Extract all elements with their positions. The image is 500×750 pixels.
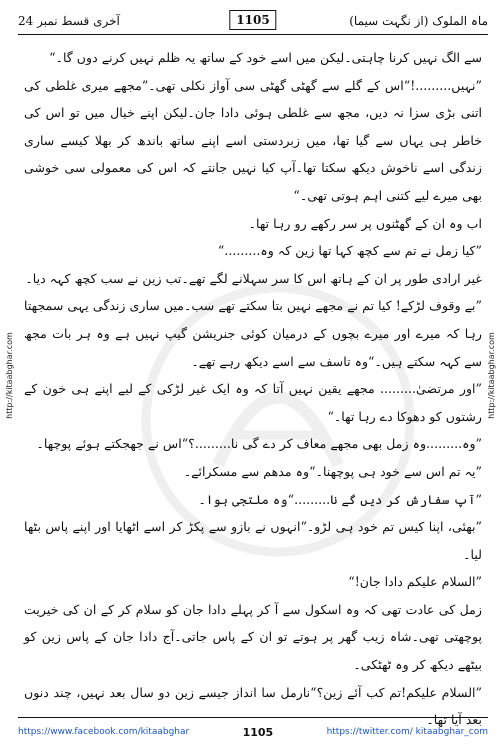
side-url-left: http://kitaabghar.com bbox=[4, 331, 14, 419]
paragraph: ”بے وقوف لڑکے! کیا تم نے مجھے نہیں بتا سکتے تھے سب۔میں ساری زندگی یہی سمجھتا رہا کہ میرے اور میرے بچوں کے درمیان کوئی جنریشن گیپ نہیں ہے وہ ہر بات مجھ سے کہہ سکتے ہیں۔“وہ تاسف سے اسے دیکھ رہے تھے۔ bbox=[24, 298, 482, 369]
paragraph: غیر ارادی طور پر ان کے ہاتھ اس کا سر سہلانے لگے تھے۔تب زین نے سب کچھ کہہ دیا۔ bbox=[25, 270, 482, 286]
paragraph: زمل کی عادت تھی کہ وہ اسکول سے آ کر پہلے دادا جان کو سلام کر کے ان کی خیریت پوچھتی تھی۔شاہ زیب گھر پر ہوتے تو ان کے پاس جاتی۔آج دادا جان کے پاس زین کو بیٹھے دیکھ کر وہ ٹھٹکی۔ bbox=[24, 601, 482, 673]
paragraph: اب وہ ان کے گھٹنوں پر سر رکھے رو رہا تھا۔ bbox=[248, 215, 482, 231]
paragraph: ”آپ سفارش کر دیں گے نا.........“وہ ملتجی ہوا۔ bbox=[198, 491, 482, 507]
episode-title: آخری قسط نمبر 24 bbox=[18, 14, 120, 28]
novel-title: ماہ الملوک (از نگہت سیما) bbox=[349, 14, 488, 28]
side-url-right: http://kitaabghar.com bbox=[486, 331, 496, 419]
article-body bbox=[24, 44, 482, 734]
page-number-bottom: 1105 bbox=[242, 725, 274, 739]
page bbox=[18, 0, 488, 750]
twitter-link[interactable]: https://twitter.com/ kitaabghar_com bbox=[326, 727, 488, 737]
facebook-link[interactable]: https://www.facebook.com/kitaabghar bbox=[18, 727, 190, 737]
page-footer bbox=[18, 722, 488, 742]
paragraph: ”بھئی، اپنا کیس تم خود ہی لڑو۔“انہوں نے بازو سے پکڑ کر اسے اٹھایا اور اپنے پاس بٹھا لیا۔ bbox=[24, 519, 482, 562]
paragraph: ”یہ تم اس سے خود ہی پوچھنا۔“وہ مدھم سے مسکرائے۔ bbox=[183, 463, 482, 479]
paragraph: ”نہیں.........!“اس کے گلے سے گھٹی گھٹی سی آواز نکلی تھی۔”مجھے میری غلطی کی اتنی بڑی سزا نہ دیں، مجھ سے غلطی ہوئی دادا جان۔لیکن اپنے خیال میں تو اس کی خاطر ہی یہاں سے گیا تھا، میں زبردستی اسے اپنے ساتھ باندھ کر بھلا کیسے ساری زندگی اسے ناخوش دیکھ سکتا تھا۔آپ کیا نہیں جانتے کہ اس کی معمولی سی خوشی بھی میرے لیے کتنی اہم ہوتی تھی۔“ bbox=[24, 77, 482, 203]
footer-rule bbox=[18, 717, 488, 718]
page-number-top: 1105 bbox=[229, 10, 276, 30]
paragraph: ”وہ.........وہ زمل بھی مجھے معاف کر دے گی نا.........؟“اس نے جھجکتے ہوئے پوچھا۔ bbox=[36, 436, 482, 452]
paragraph: ”کیا زمل نے تم سے کچھ کہا تھا زین کہ وہ.........“ bbox=[217, 243, 482, 259]
header-rule bbox=[18, 34, 488, 35]
paragraph: ”السلام علیکم!تم کب آئے زین؟“نارمل سا انداز جیسے زین دو سال بعد نہیں، چند دنوں بعد آیا تھا۔ bbox=[24, 684, 482, 728]
paragraph: ”اور مرتضیٰ......... مجھے یقین نہیں آتا کہ وہ ایک غیر لڑکی کے لیے اپنے ہی خون کے رشتوں کو دھوکا دے رہا تھا۔“ bbox=[24, 381, 482, 424]
page-header bbox=[18, 10, 488, 32]
paragraph: سے الگ نہیں کرنا چاہتی۔لیکن میں اسے خود کے ساتھ یہ ظلم نہیں کرنے دوں گا۔“ bbox=[49, 50, 482, 65]
paragraph: ”السلام علیکم دادا جان!“ bbox=[348, 574, 482, 590]
